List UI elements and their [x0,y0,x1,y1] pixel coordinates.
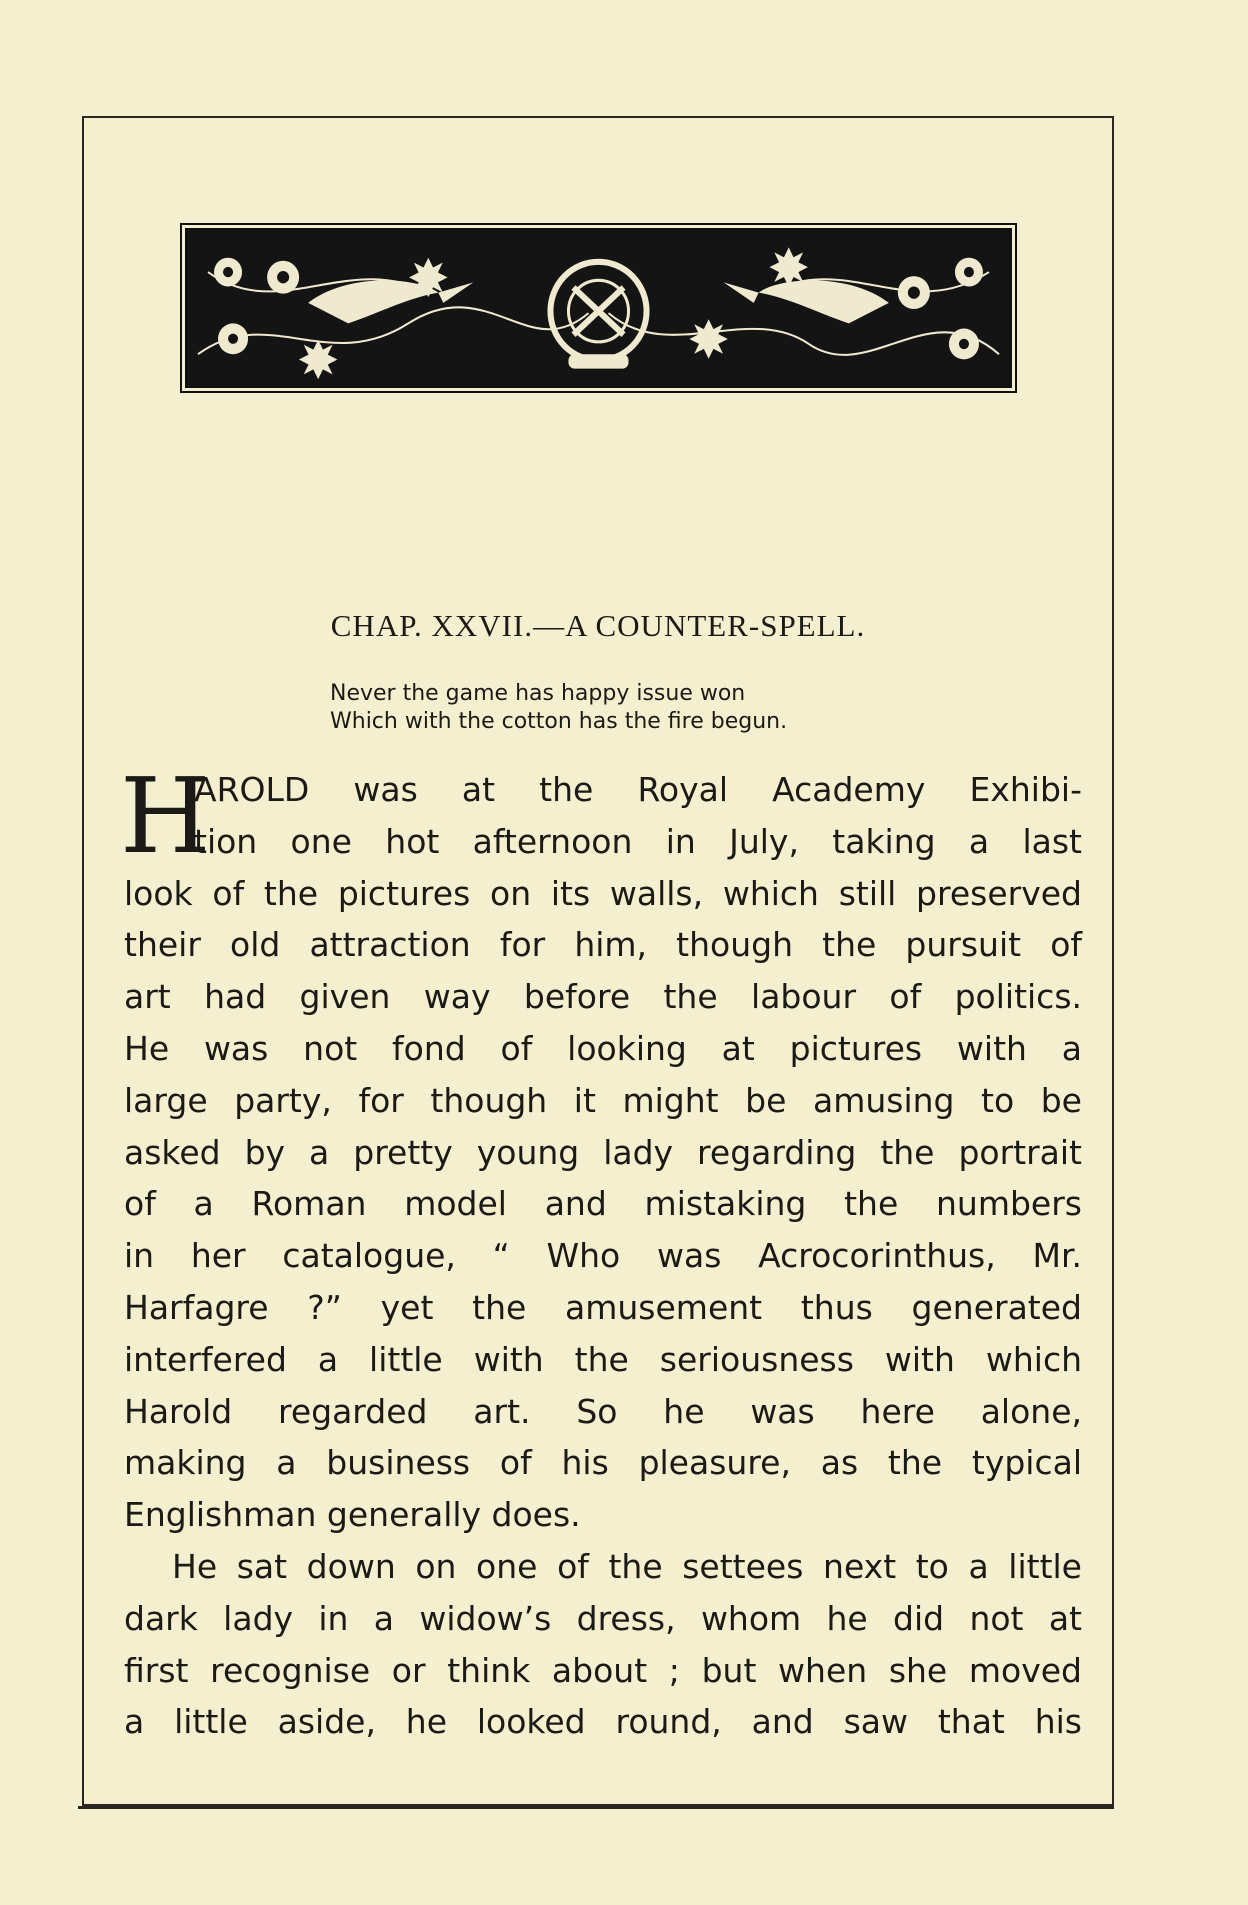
epigraph-line: Never the game has happy issue won [330,681,746,706]
text-line: of a Roman model and mistaking the numbers [124,1184,1082,1224]
text-line: a little aside, he looked round, and saw that his [124,1702,1082,1742]
text-line: asked by a pretty young lady regarding the portrait [124,1132,1082,1172]
text-line: making a business of his pleasure, as the typical [124,1443,1082,1483]
text-line: Harfagre ?” yet the amusement thus generated [124,1287,1082,1327]
text-line: large party, for though it might be amusing to be [124,1080,1082,1120]
text-line: He was not fond of looking at pictures with a [124,1028,1082,1068]
text-line: Englishman generally does. [124,1495,581,1535]
text-line: first recognise or think about ; but when she moved [124,1650,1082,1690]
text-line: interfered a little with the seriousness with which [124,1339,1082,1379]
epigraph-line: Which with the cotton has the fire begun. [330,709,788,734]
text-line: dark lady in a widow’s dress, whom he did not at [124,1598,1082,1638]
text-line: look of the pictures on its walls, which still preserved [124,873,1082,913]
drop-cap-letter: H [120,755,209,877]
text-line: Harold regarded art. So he was here alone, [124,1391,1082,1431]
ornamental-headpiece [185,228,1012,388]
bottom-rule [78,1806,1114,1809]
body-text [120,755,1082,1748]
text-line: tion one hot afternoon in July, taking a last [194,821,1082,861]
text-line: AROLD was at the Royal Academy Exhibi- [194,770,1082,809]
text-line: He sat down on one of the settees next to a little [172,1546,1082,1586]
epigraph [330,680,930,736]
text-line: their old attraction for him, though the pursuit of [124,925,1082,965]
text-line: in her catalogue, “ Who was Acrocorinthus, Mr. [124,1236,1082,1276]
chapter-title: CHAP. XXVII.—A COUNTER-SPELL. [330,608,866,643]
text-line: art had given way before the labour of politics. [124,977,1082,1017]
